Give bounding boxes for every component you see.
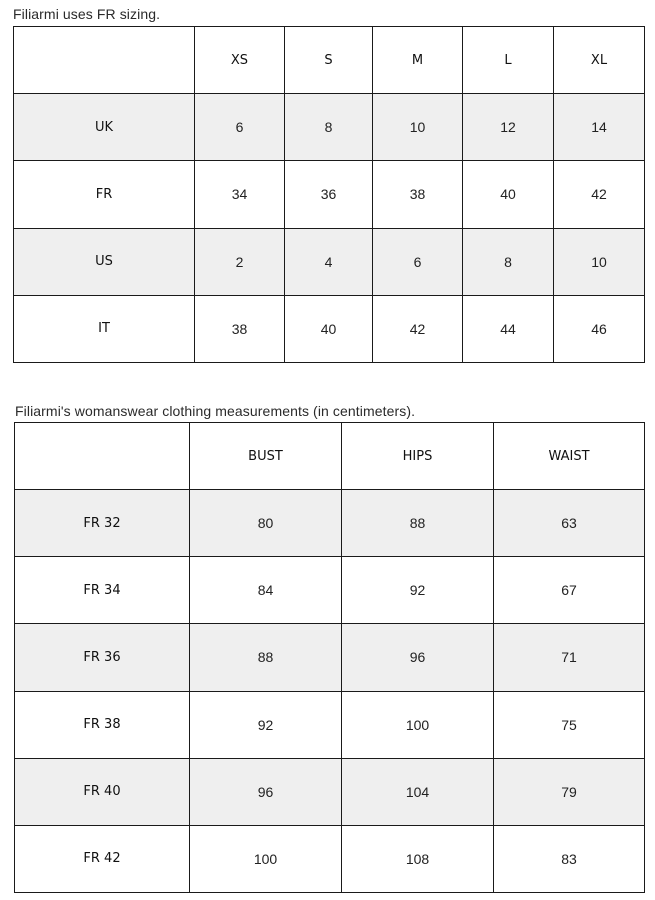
table-cell: 100: [342, 691, 494, 758]
column-header-s: S: [285, 27, 373, 94]
table-cell: 92: [342, 557, 494, 624]
table-cell: 67: [494, 557, 645, 624]
table-cell: 46: [554, 295, 645, 362]
table-row: [15, 691, 645, 758]
table-cell: 14: [554, 94, 645, 161]
table-cell: 84: [190, 557, 342, 624]
table-cell: 10: [554, 228, 645, 295]
table-cell: 42: [554, 161, 645, 228]
table-row: [15, 557, 645, 624]
table-row: [14, 295, 645, 362]
sizing-table-caption: Filiarmi uses FR sizing.: [13, 6, 161, 22]
table-row: [14, 94, 645, 161]
table-cell: 40: [463, 161, 554, 228]
table-cell: 80: [190, 490, 342, 557]
row-label: FR 36: [15, 624, 190, 691]
column-header-m: M: [373, 27, 463, 94]
column-header-xl: XL: [554, 27, 645, 94]
table-cell: 8: [285, 94, 373, 161]
table-cell: 63: [494, 490, 645, 557]
table-cell: 44: [463, 295, 554, 362]
table-cell: 36: [285, 161, 373, 228]
table-cell: 88: [190, 624, 342, 691]
table-row: [15, 490, 645, 557]
table-cell: 4: [285, 228, 373, 295]
table-cell: 8: [463, 228, 554, 295]
table-cell: 96: [190, 758, 342, 825]
table-cell: 104: [342, 758, 494, 825]
row-label: FR 42: [15, 825, 190, 892]
column-header-xs: XS: [195, 27, 285, 94]
table-cell: 88: [342, 490, 494, 557]
table-row: [15, 624, 645, 691]
row-label: UK: [14, 94, 195, 161]
measurements-table-caption: Filiarmi's womanswear clothing measurements (in centimeters).: [15, 403, 416, 419]
column-header-l: L: [463, 27, 554, 94]
table-cell: 108: [342, 825, 494, 892]
table-cell: 10: [373, 94, 463, 161]
header-row: [14, 27, 645, 94]
row-label: FR 40: [15, 758, 190, 825]
table-cell: 92: [190, 691, 342, 758]
table-cell: 34: [195, 161, 285, 228]
table-cell: 96: [342, 624, 494, 691]
column-header-bust: BUST: [190, 423, 342, 490]
table-row: [14, 228, 645, 295]
table-cell: 2: [195, 228, 285, 295]
table-cell: 40: [285, 295, 373, 362]
table-cell: 71: [494, 624, 645, 691]
table-row: [15, 825, 645, 892]
table-cell: 6: [195, 94, 285, 161]
table-cell: 6: [373, 228, 463, 295]
table-cell: 83: [494, 825, 645, 892]
table-cell: 100: [190, 825, 342, 892]
table-cell: 38: [373, 161, 463, 228]
row-label: FR: [14, 161, 195, 228]
column-header-waist: WAIST: [494, 423, 645, 490]
row-label: IT: [14, 295, 195, 362]
table-row: [15, 758, 645, 825]
table-cell: 42: [373, 295, 463, 362]
table-cell: 12: [463, 94, 554, 161]
table-cell: 75: [494, 691, 645, 758]
row-label: FR 32: [15, 490, 190, 557]
size-conversion-table: [13, 26, 645, 363]
corner-cell: [14, 27, 195, 94]
header-row: [15, 423, 645, 490]
row-label: FR 34: [15, 557, 190, 624]
table-cell: 79: [494, 758, 645, 825]
row-label: FR 38: [15, 691, 190, 758]
corner-cell: [15, 423, 190, 490]
column-header-hips: HIPS: [342, 423, 494, 490]
table-cell: 38: [195, 295, 285, 362]
measurements-table: [14, 422, 645, 893]
row-label: US: [14, 228, 195, 295]
table-row: [14, 161, 645, 228]
